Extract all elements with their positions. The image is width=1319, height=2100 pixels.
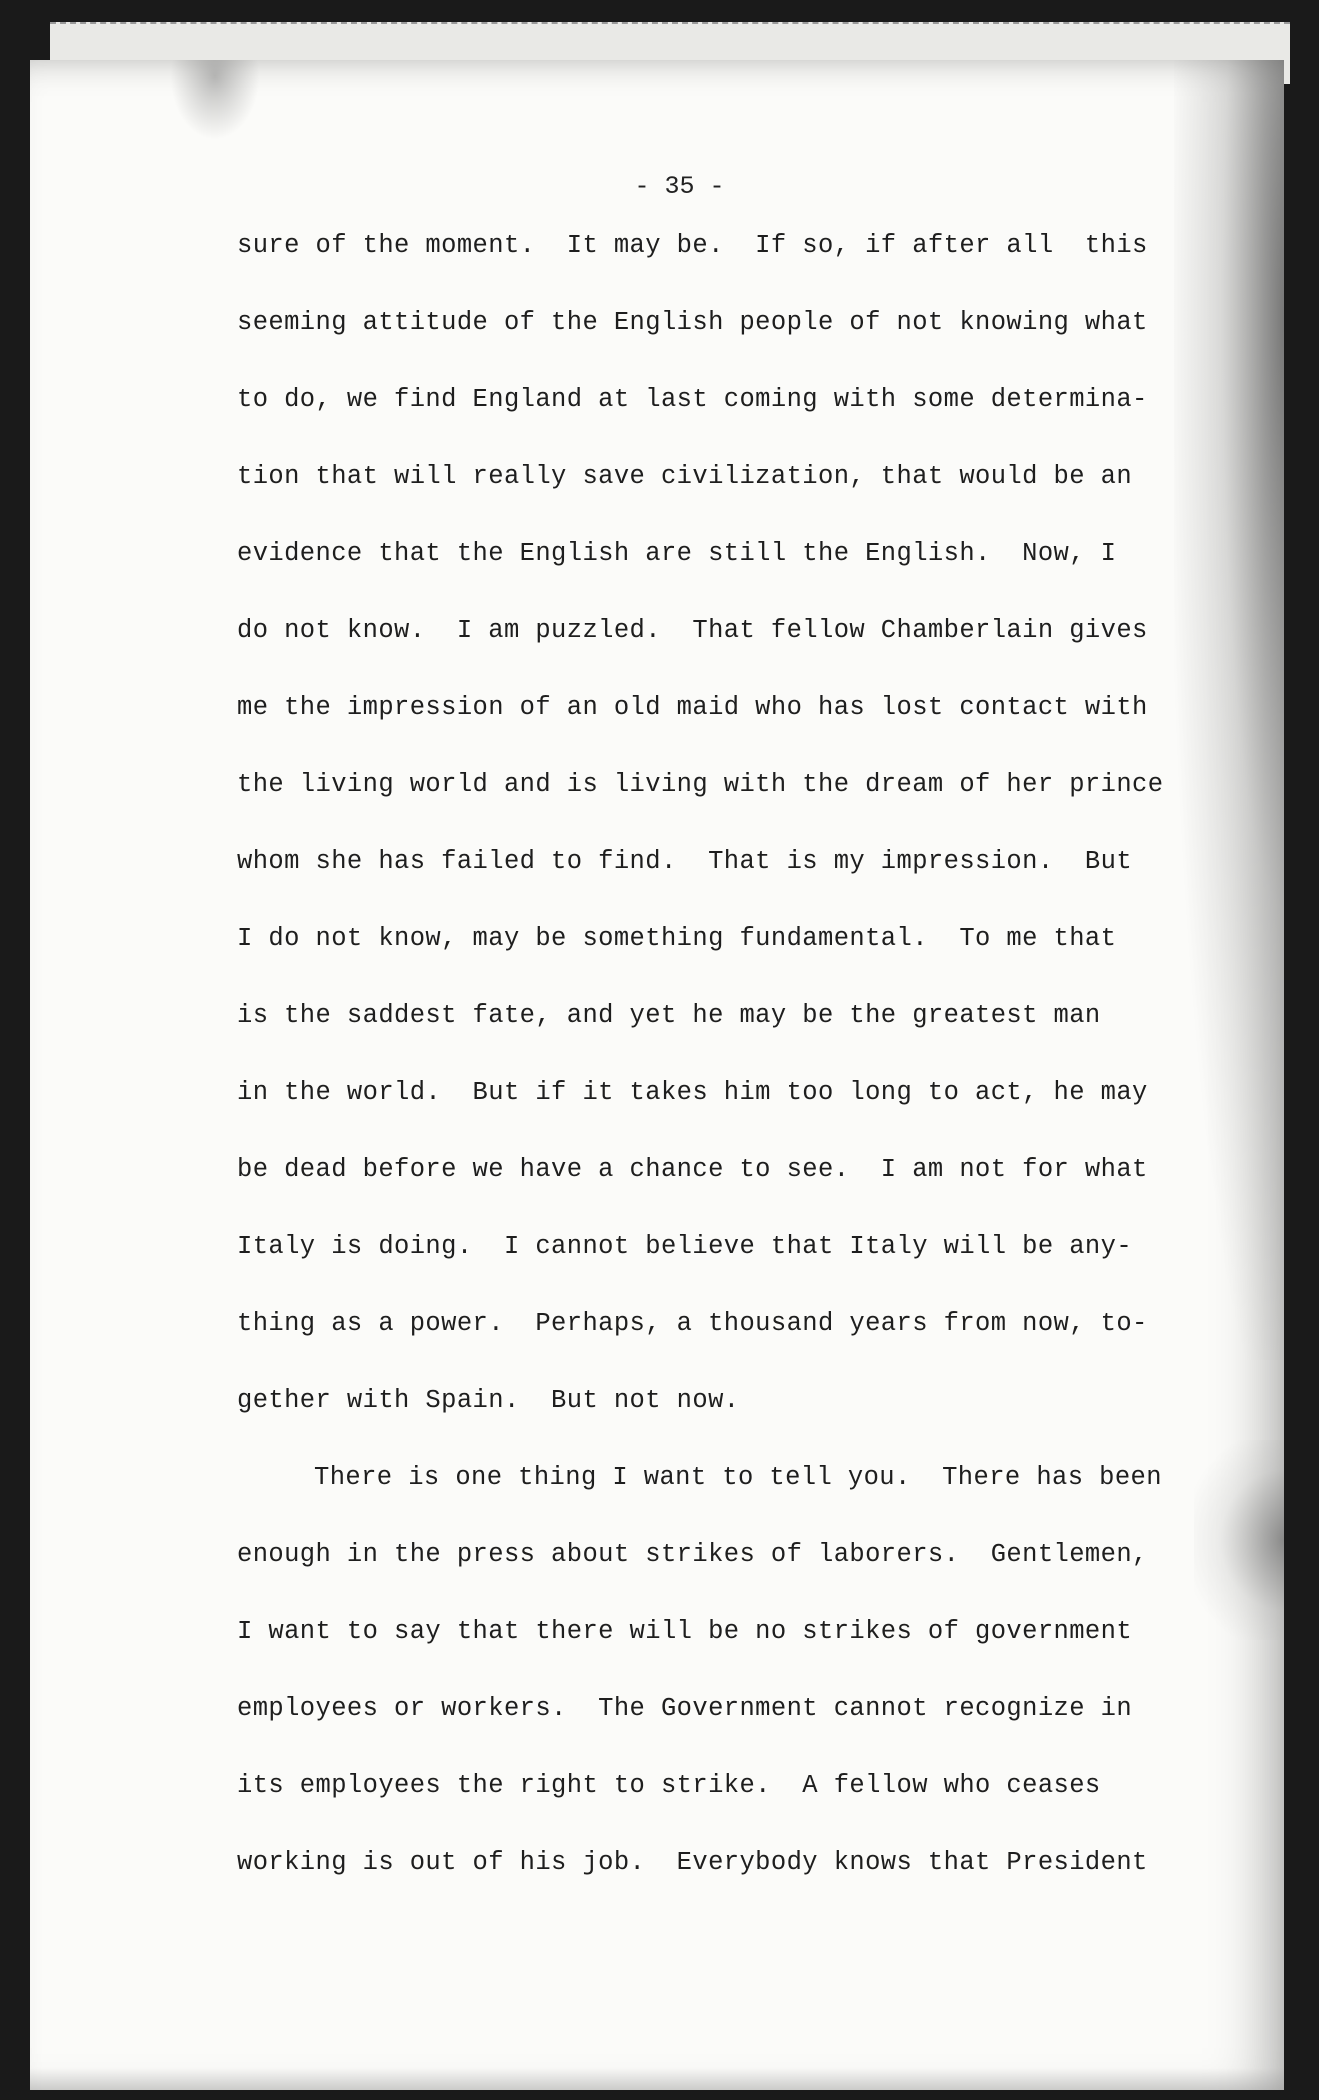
text-line: the living world and is living with the dream of her prince — [237, 770, 1164, 799]
text-line: do not know. I am puzzled. That fellow Chamberlain gives — [237, 616, 1148, 645]
text-line: tion that will really save civilization, that would be an — [237, 462, 1133, 491]
text-line: I want to say that there will be no strikes of government — [237, 1617, 1133, 1646]
text-line: whom she has failed to find. That is my impression. But — [237, 847, 1133, 876]
text-line: me the impression of an old maid who has lost contact with — [237, 693, 1148, 722]
paragraph-first-line: There is one thing I want to tell you. There has been — [314, 1463, 1162, 1492]
document-body — [237, 207, 1197, 1901]
scan-shadow-right-lower — [1194, 1440, 1284, 1640]
text-line: in the world. But if it takes him too long to act, he may — [237, 1078, 1148, 1107]
text-line: Italy is doing. I cannot believe that Italy will be any- — [237, 1232, 1133, 1261]
text-line: enough in the press about strikes of laborers. Gentlemen, — [237, 1540, 1148, 1569]
page-bottom-edge — [30, 2068, 1284, 2090]
text-line: seeming attitude of the English people of not knowing what — [237, 308, 1148, 337]
text-line: sure of the moment. It may be. If so, if after all this — [237, 231, 1148, 260]
scan-smudge-top — [170, 60, 260, 140]
text-line: thing as a power. Perhaps, a thousand years from now, to- — [237, 1309, 1148, 1338]
text-line: its employees the right to strike. A fellow who ceases — [237, 1771, 1101, 1800]
text-line: be dead before we have a chance to see. I am not for what — [237, 1155, 1148, 1184]
text-line: working is out of his job. Everybody knows that President — [237, 1848, 1148, 1877]
page-number: - 35 - — [634, 172, 725, 201]
text-line: I do not know, may be something fundamental. To me that — [237, 924, 1117, 953]
text-line: is the saddest fate, and yet he may be the greatest man — [237, 1001, 1101, 1030]
text-line: employees or workers. The Government cannot recognize in — [237, 1694, 1133, 1723]
text-line: to do, we find England at last coming with some determina- — [237, 385, 1148, 414]
text-line: evidence that the English are still the English. Now, I — [237, 539, 1117, 568]
text-line: gether with Spain. But not now. — [237, 1386, 740, 1415]
